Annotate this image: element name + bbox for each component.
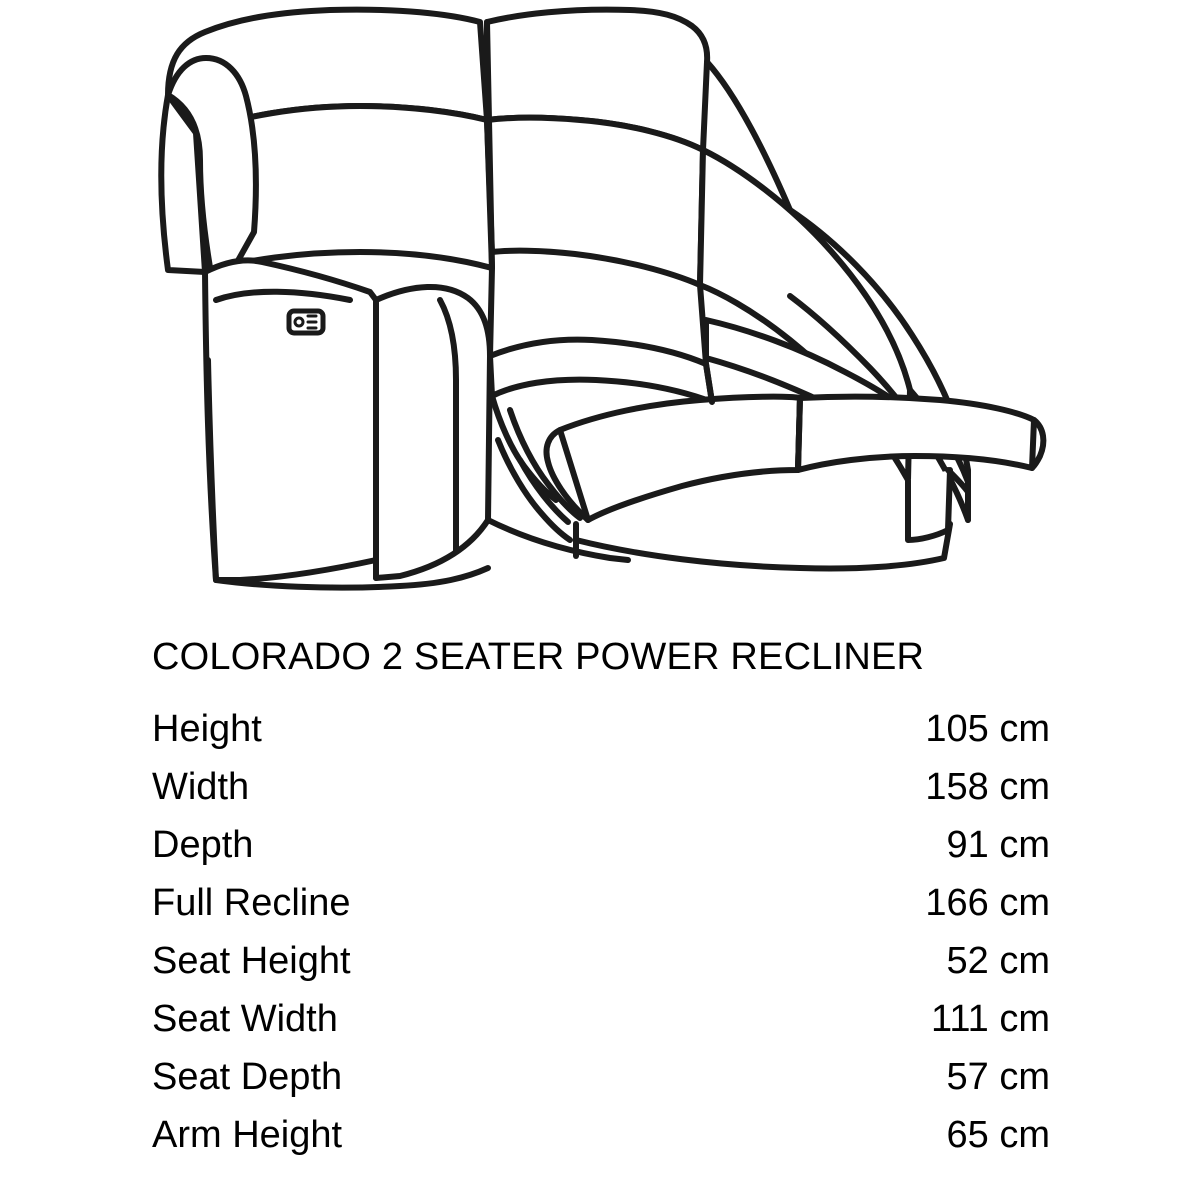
footrest-divider — [798, 398, 800, 470]
spec-row-seat-depth — [152, 1048, 1050, 1106]
product-title: COLORADO 2 SEATER POWER RECLINER — [152, 636, 925, 678]
left-footrest — [560, 397, 800, 520]
spec-value: 166 cm — [925, 882, 1050, 924]
spec-label: Seat Depth — [152, 1056, 343, 1098]
spec-label: Arm Height — [152, 1114, 343, 1156]
right-footrest — [798, 397, 1034, 470]
back-to-seat-seam — [490, 268, 492, 356]
left-seat-cushion — [490, 340, 712, 402]
spec-label: Width — [152, 766, 250, 808]
spec-row-arm-height — [152, 1106, 1050, 1164]
base-front-rail — [576, 524, 950, 569]
right-back-lower-panel — [487, 118, 703, 285]
spec-value: 65 cm — [946, 1114, 1050, 1156]
spec-value: 105 cm — [925, 708, 1050, 750]
right-leg — [908, 470, 950, 540]
spec-row-width — [152, 758, 1050, 816]
spec-value: 158 cm — [925, 766, 1050, 808]
spec-label: Seat Width — [152, 998, 338, 1040]
base-front-rail-left — [488, 520, 628, 560]
spec-row-seat-width — [152, 990, 1050, 1048]
left-arm-front-face — [376, 287, 490, 578]
spec-value: 91 cm — [946, 824, 1050, 866]
spec-label: Full Recline — [152, 882, 351, 924]
left-arm-front-panel — [205, 260, 376, 580]
spec-value: 111 cm — [931, 998, 1050, 1040]
power-recliner-control-button — [289, 311, 323, 333]
spec-label: Seat Height — [152, 940, 351, 982]
spec-value: 57 cm — [946, 1056, 1050, 1098]
spec-row-seat-height — [152, 932, 1050, 990]
spec-row-depth — [152, 816, 1050, 874]
spec-value: 52 cm — [946, 940, 1050, 982]
right-back-to-seat-seam — [700, 285, 706, 364]
spec-row-height — [152, 700, 1050, 758]
spec-label: Height — [152, 708, 262, 750]
spec-label: Depth — [152, 824, 254, 866]
spec-row-full-recline — [152, 874, 1050, 932]
specification-list — [0, 630, 1200, 1164]
